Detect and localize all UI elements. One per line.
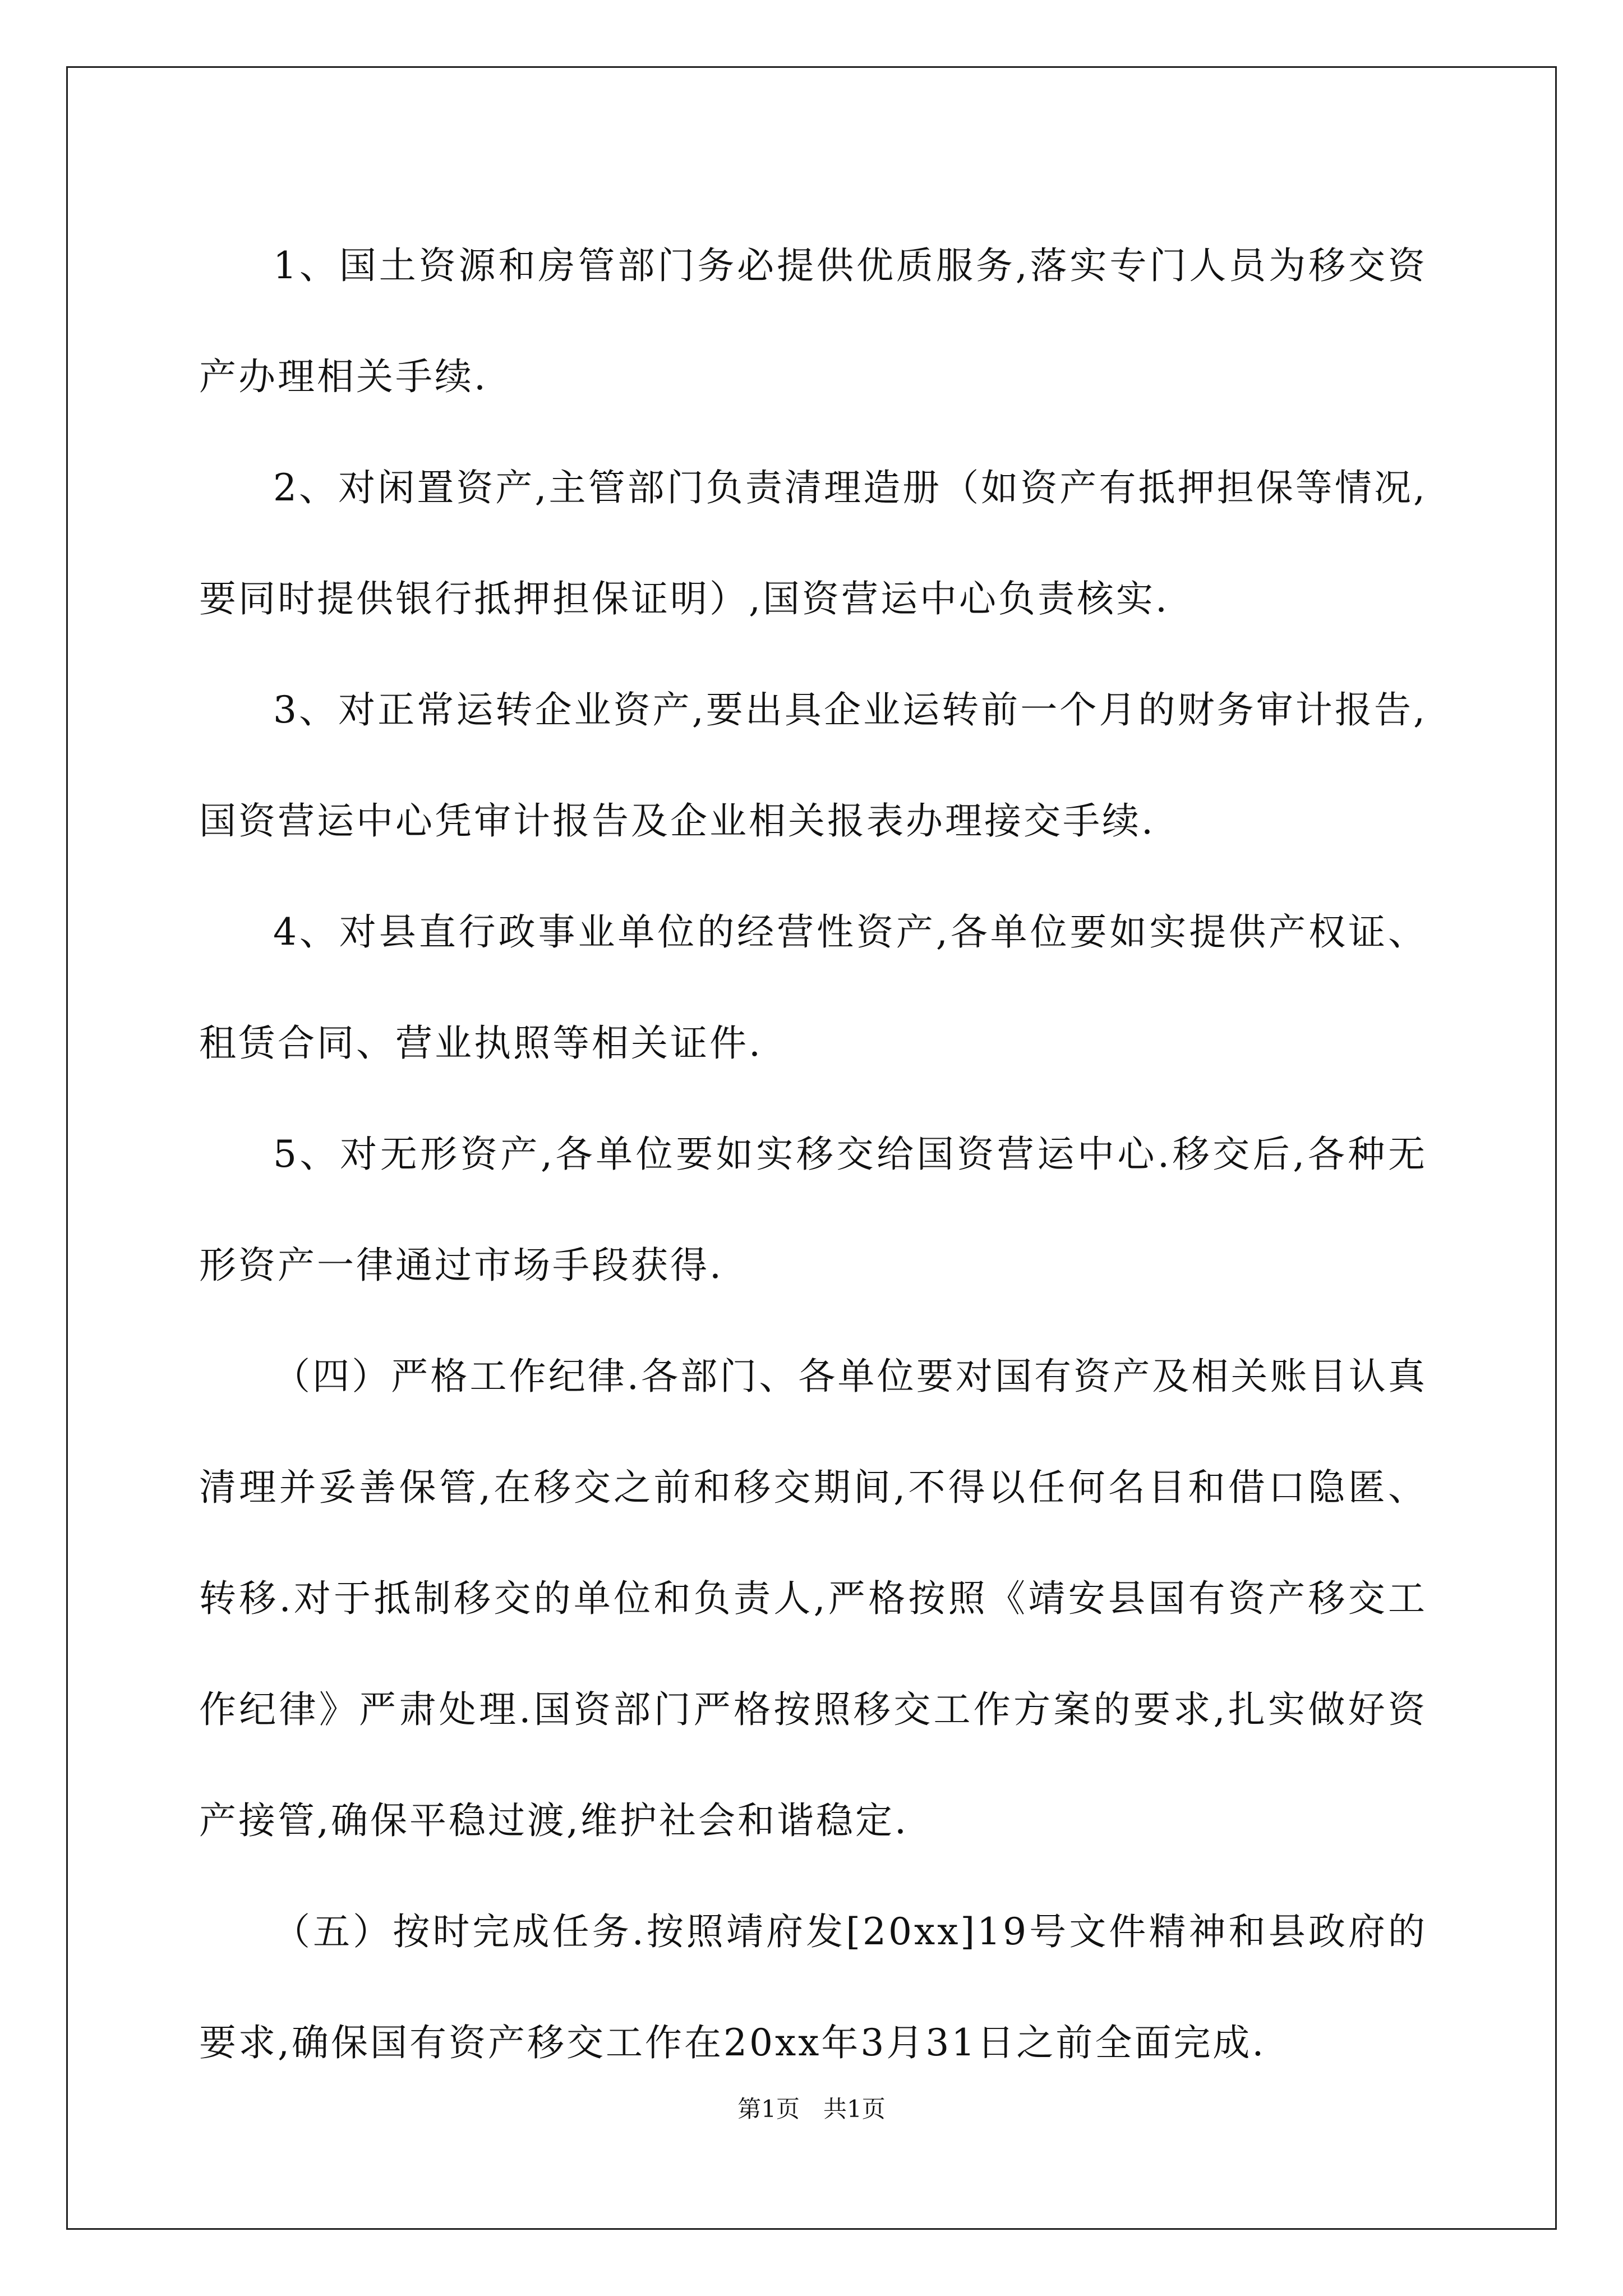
document-body: [199, 210, 1427, 2099]
paragraph-1: 1、国土资源和房管部门务必提供优质服务,落实专门人员为移交资产办理相关手续.: [199, 244, 1427, 398]
page-footer: [0, 2092, 1623, 2126]
paragraph-2: 2、对闲置资产,主管部门负责清理造册（如资产有抵押担保等情况,要同时提供银行抵押担保证明）,国资营运中心负责核实.: [199, 466, 1427, 620]
paragraph-7: （五）按时完成任务.按照靖府发[20xx]19号文件精神和县政府的要求,确保国有资产移交工作在20xx年3月31日之前全面完成.: [199, 1910, 1427, 2064]
paragraph-3: 3、对正常运转企业资产,要出具企业运转前一个月的财务审计报告,国资营运中心凭审计报告及企业相关报表办理接交手续.: [199, 688, 1427, 843]
page-number-current: 第1页: [737, 2095, 800, 2123]
paragraph-6: （四）严格工作纪律.各部门、各单位要对国有资产及相关账目认真清理并妥善保管,在移交之前和移交期间,不得以任何名目和借口隐匿、转移.对于抵制移交的单位和负责人,严格按照《靖安县国有资产移交工作纪律》严肃处理.国资部门严格按照移交工作方案的要求,扎实做好资产接管,确保平稳过渡,维护社会和谐稳定.: [199, 1355, 1427, 1842]
paragraph-4: 4、对县直行政事业单位的经营性资产,各单位要如实提供产权证、租赁合同、营业执照等相关证件.: [199, 910, 1427, 1065]
page-number-total: 共1页: [823, 2095, 886, 2123]
paragraph-5: 5、对无形资产,各单位要如实移交给国资营运中心.移交后,各种无形资产一律通过市场手段获得.: [199, 1133, 1427, 1287]
